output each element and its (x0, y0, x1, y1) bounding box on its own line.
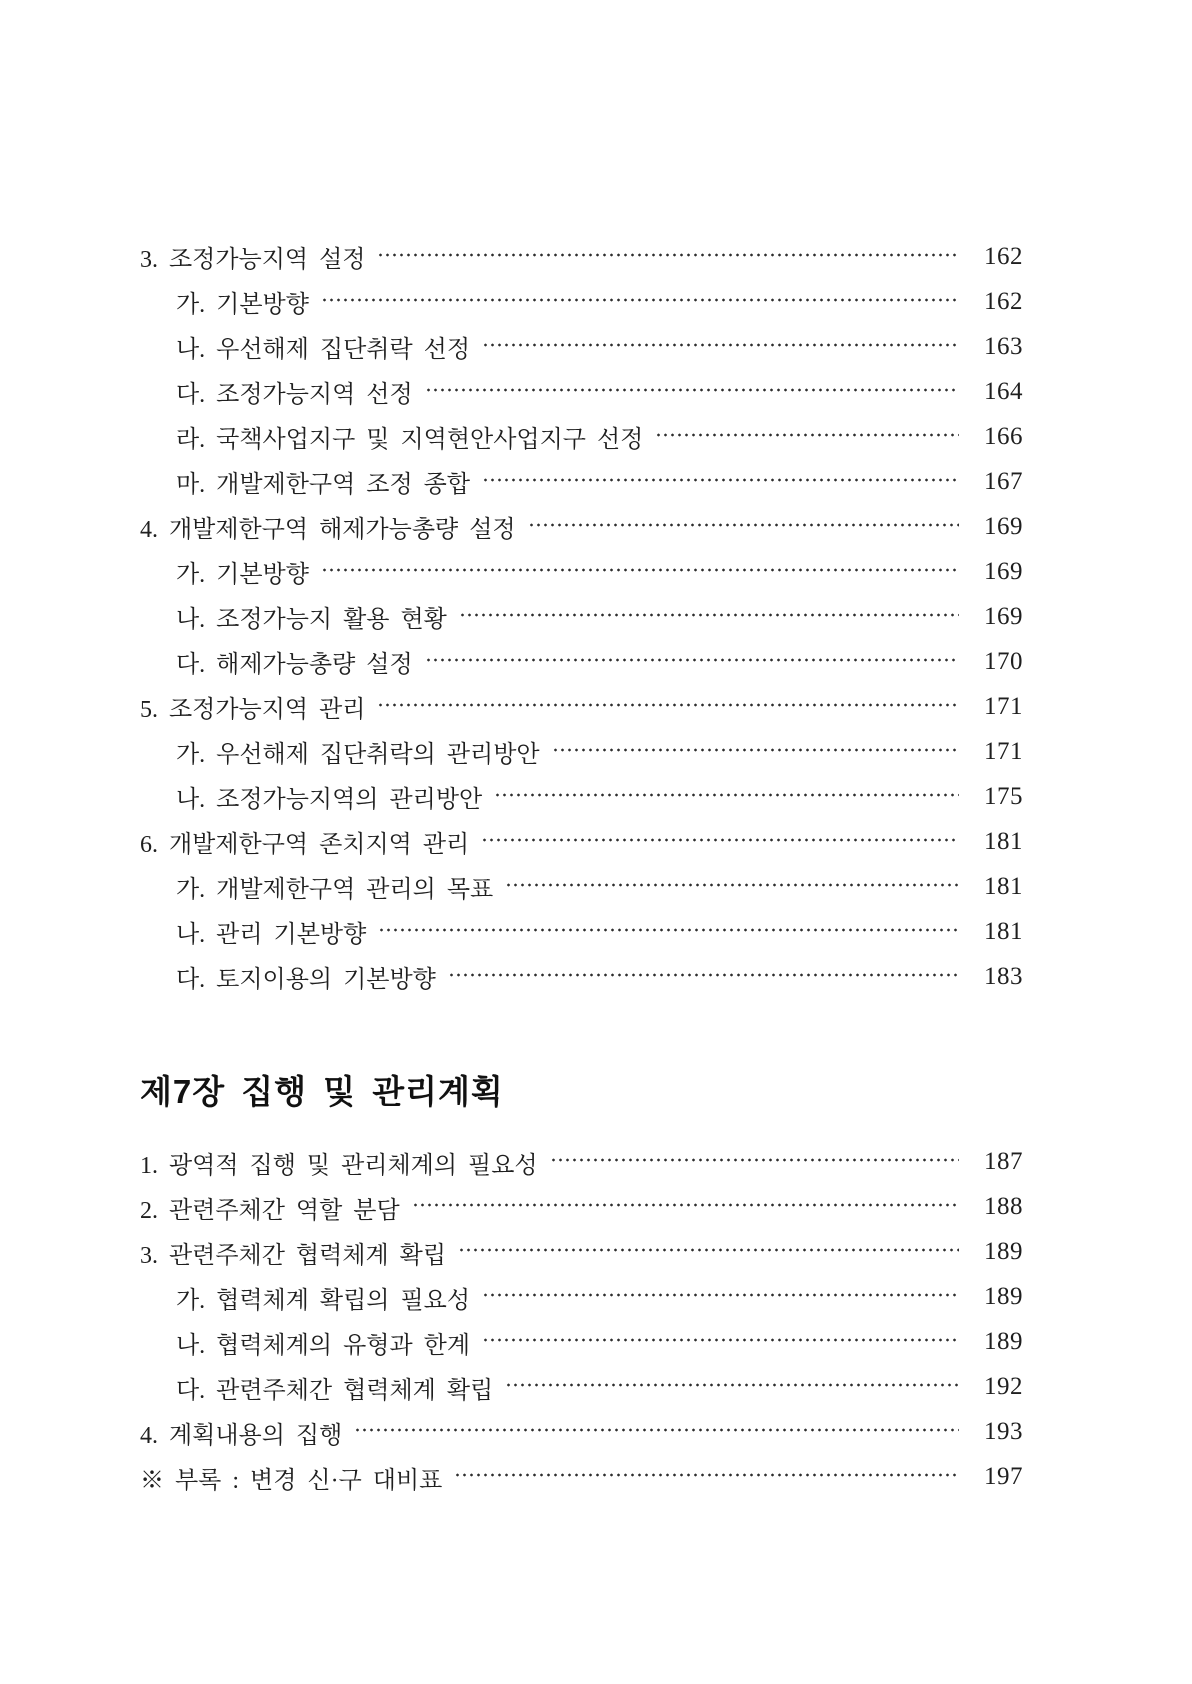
toc-entry-page: 169 (984, 557, 1023, 585)
toc-entry (140, 1410, 1023, 1455)
toc-dot-leader (354, 1427, 959, 1433)
toc-entry-page: 162 (984, 287, 1023, 315)
toc-entry-page: 175 (984, 782, 1023, 810)
toc-entry (140, 324, 1023, 369)
toc-entry-label: 나. 관리 기본방향 (176, 922, 367, 948)
toc-entry (140, 954, 1023, 999)
toc-entry (140, 414, 1023, 459)
toc-dot-leader (505, 882, 959, 888)
toc-entry (140, 729, 1023, 774)
toc-entry (140, 1185, 1023, 1230)
toc-dot-leader (459, 612, 959, 618)
toc-entry (140, 1365, 1023, 1410)
toc-entry-page: 188 (984, 1193, 1023, 1221)
toc-entry-label: 2. 관련주체간 역할 분담 (140, 1197, 400, 1224)
toc-entry-page: 189 (984, 1238, 1023, 1266)
toc-entry (140, 774, 1023, 819)
toc-entry (140, 459, 1023, 504)
toc-entry-page: 183 (984, 962, 1023, 990)
toc-dot-leader (552, 747, 959, 753)
toc-entry-label: 가. 기본방향 (176, 562, 309, 588)
toc-dot-leader (655, 432, 959, 438)
toc-entry (140, 549, 1023, 594)
toc-entry-page: 171 (984, 737, 1023, 765)
toc-entry (140, 1320, 1023, 1365)
toc-entry (140, 819, 1023, 864)
toc-entry (140, 279, 1023, 324)
toc-entry-page: 181 (984, 827, 1023, 855)
toc-entry-label: 나. 우선해제 집단취락 선정 (176, 337, 471, 363)
toc-entry (140, 684, 1023, 729)
toc-entry-label: 1. 광역적 집행 및 관리체계의 필요성 (140, 1152, 538, 1179)
toc-entry-label: ※ 부록 : 변경 신·구 대비표 (140, 1467, 443, 1494)
toc-dot-leader (321, 297, 959, 303)
toc-dot-leader (482, 1337, 959, 1343)
toc-dot-leader (482, 1292, 959, 1298)
toc-entry-label: 가. 협력체계 확립의 필요성 (176, 1287, 471, 1314)
toc-entry-page: 187 (984, 1148, 1023, 1176)
toc-entry-label: 다. 토지이용의 기본방향 (176, 967, 436, 993)
toc-entry-page: 171 (984, 692, 1023, 720)
toc-entry-label: 6. 개발제한구역 존치지역 관리 (140, 832, 470, 858)
toc-chapter-7-section (140, 1140, 1023, 1500)
toc-entry (140, 234, 1023, 279)
toc-entry-label: 3. 관련주체간 협력체계 확립 (140, 1242, 447, 1269)
toc-entry-page: 189 (984, 1328, 1023, 1356)
toc-dot-leader (482, 477, 959, 483)
toc-entry-label: 다. 해제가능총량 설정 (176, 652, 413, 678)
toc-entry (140, 1230, 1023, 1275)
toc-dot-leader (378, 927, 959, 933)
toc-dot-leader (550, 1157, 959, 1163)
toc-entry-label: 5. 조정가능지역 관리 (140, 697, 366, 723)
toc-entry-page: 192 (984, 1373, 1023, 1401)
toc-entry-label: 나. 조정가능지 활용 현황 (176, 607, 447, 633)
toc-entry-page: 167 (984, 467, 1023, 495)
toc-dot-leader (377, 702, 959, 708)
toc-entry (140, 864, 1023, 909)
toc-dot-leader (412, 1202, 959, 1208)
toc-entry (140, 909, 1023, 954)
toc-entry-label: 라. 국책사업지구 및 지역현안사업지구 선정 (176, 427, 644, 453)
chapter-7-heading: 제7장 집행 및 관리계획 (140, 1073, 504, 1110)
toc-dot-leader (454, 1472, 959, 1478)
toc-entry-page: 169 (984, 602, 1023, 630)
toc-entry-label: 나. 협력체계의 유형과 한계 (176, 1332, 471, 1359)
toc-entry (140, 1140, 1023, 1185)
toc-entry-label: 4. 계획내용의 집행 (140, 1422, 343, 1449)
toc-entry-label: 3. 조정가능지역 설정 (140, 247, 366, 273)
toc-dot-leader (494, 792, 959, 798)
toc-dot-leader (528, 522, 959, 528)
toc-entry-label: 4. 개발제한구역 해제가능총량 설정 (140, 517, 516, 543)
toc-entry (140, 1275, 1023, 1320)
toc-entry-label: 다. 관련주체간 협력체계 확립 (176, 1377, 494, 1404)
toc-entry-page: 170 (984, 647, 1023, 675)
toc-entry-label: 가. 우선해제 집단취락의 관리방안 (176, 742, 540, 768)
toc-entry (140, 639, 1023, 684)
toc-entry-label: 다. 조정가능지역 선정 (176, 382, 413, 408)
toc-dot-leader (377, 252, 959, 258)
toc-dot-leader (448, 972, 959, 978)
toc-entry-page: 197 (984, 1463, 1023, 1491)
toc-entry-page: 181 (984, 872, 1023, 900)
toc-dot-leader (481, 837, 959, 843)
toc-entry-page: 164 (984, 377, 1023, 405)
toc-dot-leader (425, 657, 959, 663)
toc-dot-leader (425, 387, 959, 393)
toc-dot-leader (321, 567, 959, 573)
toc-entry-label: 나. 조정가능지역의 관리방안 (176, 787, 483, 813)
toc-entry-page: 162 (984, 242, 1023, 270)
toc-entry-page: 181 (984, 917, 1023, 945)
toc-entry-page: 166 (984, 422, 1023, 450)
toc-entry (140, 594, 1023, 639)
toc-entry-page: 163 (984, 332, 1023, 360)
toc-entry (140, 1455, 1023, 1500)
toc-continued-section (140, 234, 1023, 999)
toc-entry-page: 169 (984, 512, 1023, 540)
toc-entry-page: 193 (984, 1418, 1023, 1446)
toc-entry-page: 189 (984, 1283, 1023, 1311)
toc-entry-label: 마. 개발제한구역 조정 종합 (176, 472, 471, 498)
toc-entry-label: 가. 기본방향 (176, 292, 309, 318)
toc-dot-leader (482, 342, 959, 348)
toc-entry (140, 369, 1023, 414)
toc-entry-label: 가. 개발제한구역 관리의 목표 (176, 877, 494, 903)
toc-entry (140, 504, 1023, 549)
toc-dot-leader (505, 1382, 959, 1388)
toc-dot-leader (458, 1247, 959, 1253)
